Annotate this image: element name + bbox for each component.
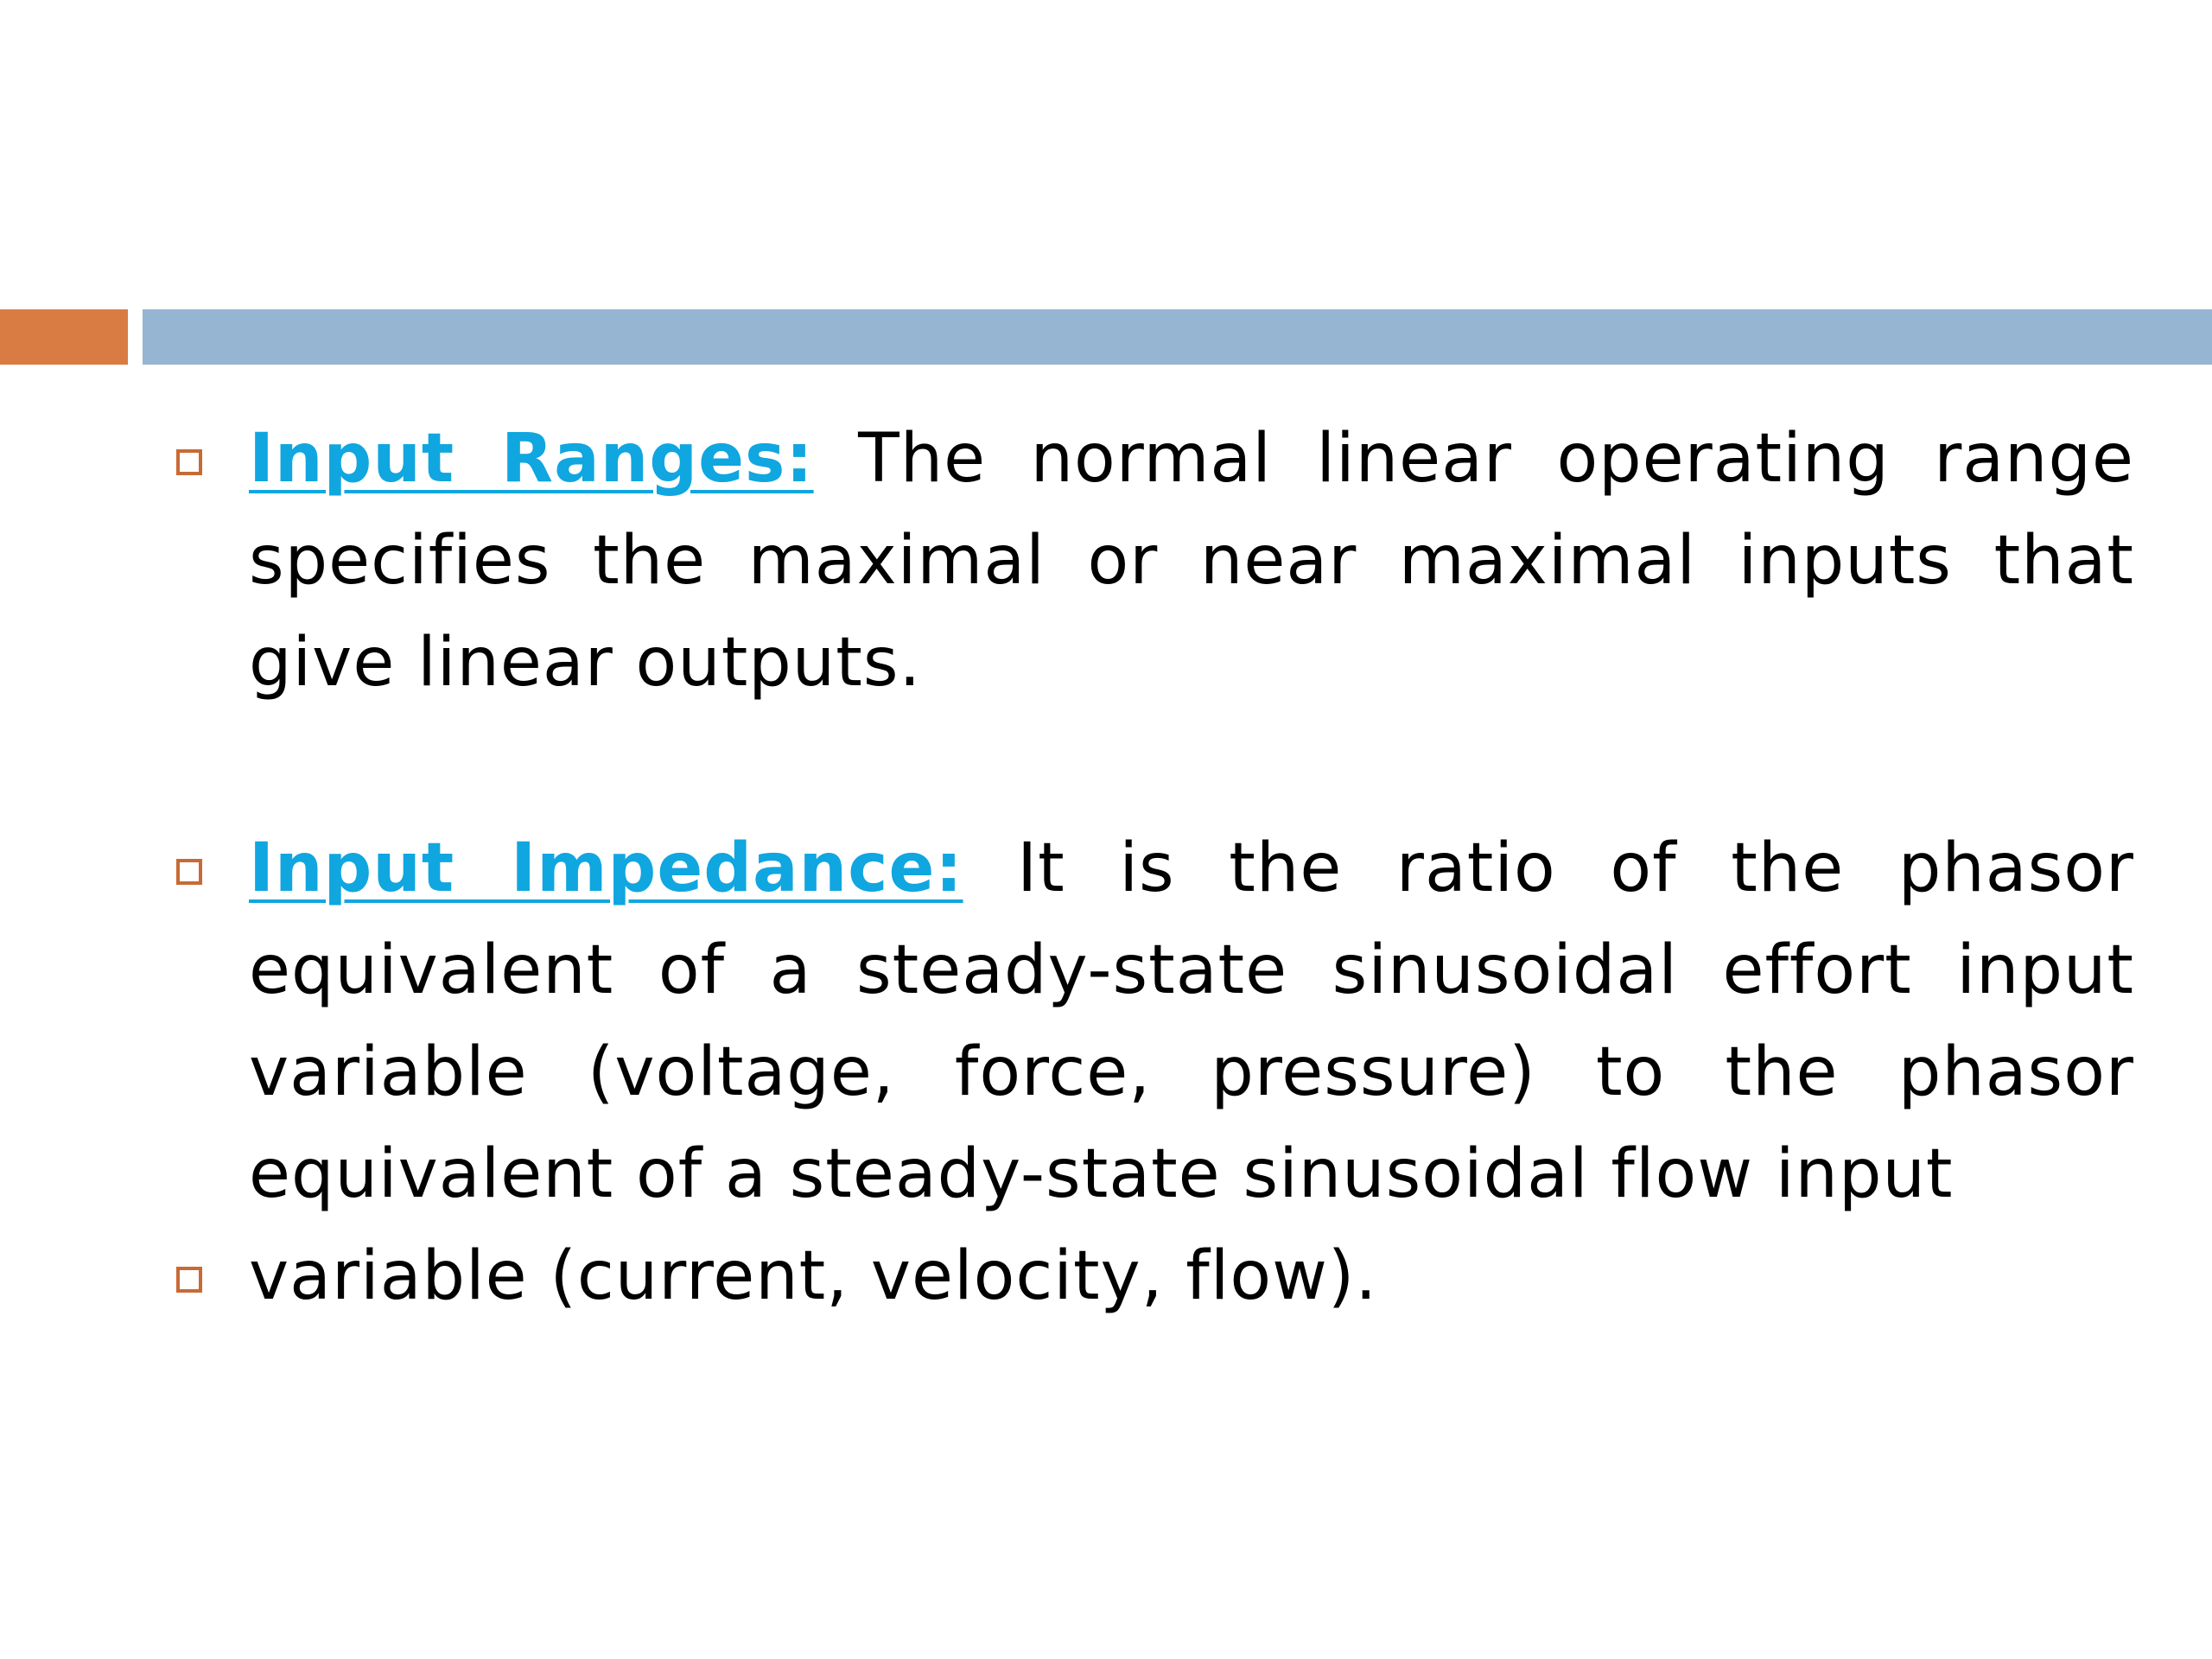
- header-bar: [143, 309, 2212, 365]
- term-input-ranges: Input Ranges:: [249, 420, 814, 498]
- square-bullet-icon: [176, 1267, 202, 1293]
- slide-content: [173, 408, 2134, 1327]
- term-input-impedance: Input Impedance:: [249, 830, 963, 907]
- definition-input-impedance: It is the ratio of the phasor equivalent of a steady-state sinusoidal effort input variable (voltage, force, pressure) to the phasor equivalent of a steady-state sinusoidal flow input: [249, 830, 2134, 1213]
- definition-flow-variable: variable (current, velocity, flow).: [249, 1237, 1378, 1315]
- bullet-input-ranges: [173, 408, 2134, 714]
- accent-bar: [0, 309, 128, 365]
- square-bullet-icon: [176, 859, 202, 885]
- bullet-flow-variable: [173, 1225, 2134, 1327]
- square-bullet-icon: [176, 449, 202, 475]
- definition-input-ranges: The normal linear operating range specifies the maximal or near maximal inputs that give linear outputs.: [249, 420, 2134, 702]
- bullet-input-impedance: [173, 817, 2134, 1225]
